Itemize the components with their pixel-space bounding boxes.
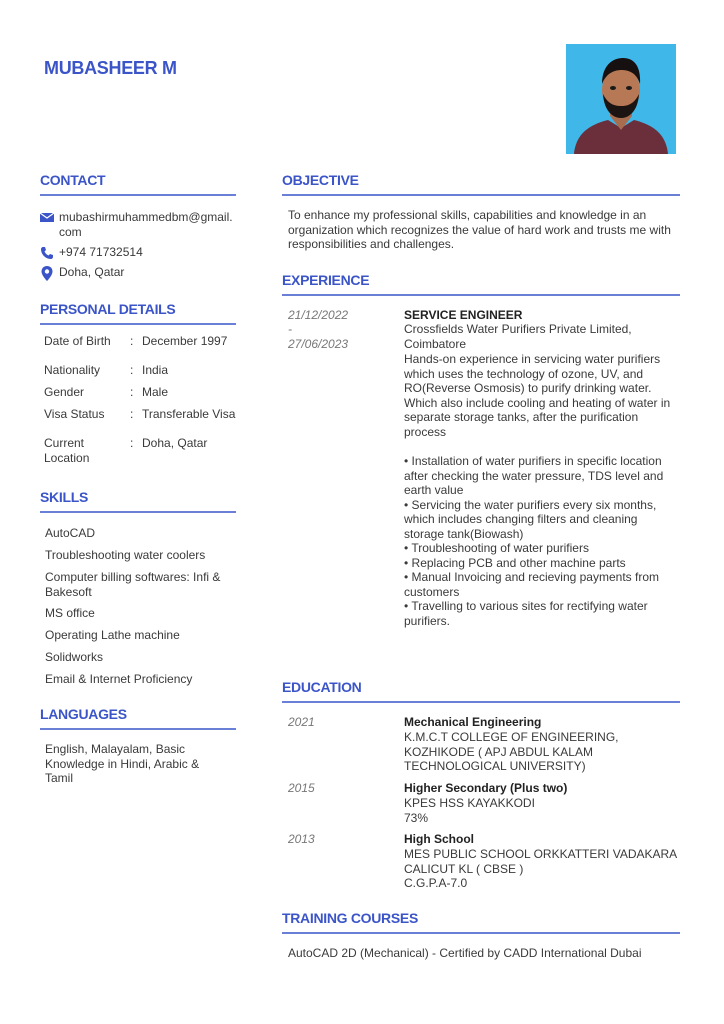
experience-heading: EXPERIENCE [282, 272, 370, 288]
education-year: 2013 [288, 832, 315, 846]
experience-date-separator: - [288, 322, 292, 336]
gender-colon: : [130, 385, 134, 399]
location-text: Doha, Qatar [59, 265, 125, 279]
phone-icon [40, 246, 54, 260]
visa-colon: : [130, 407, 134, 421]
education-degree: High School [404, 832, 474, 846]
experience-role: SERVICE ENGINEER [404, 308, 523, 322]
contact-phone [40, 245, 143, 260]
languages-heading: LANGUAGES [40, 706, 127, 722]
current-location-value: Doha, Qatar [142, 436, 208, 450]
experience-bullets: • Installation of water purifiers in specific location after checking the water pressure, TDS level and earth value • Servicing the water purifiers every six months, which includes changing filters and cleaning storage tank(Biowash) • Troubleshooting of water purifiers • Replacing PCB and other machine parts • Manual Invoicing and recieving payments from customers • Travelling to various sites for rectifying water purifiers. [404, 454, 664, 628]
profile-photo [566, 44, 676, 154]
experience-divider [282, 294, 680, 296]
education-details: MES PUBLIC SCHOOL ORKKATTERI VADAKARA CALICUT KL ( CBSE ) C.G.P.A-7.0 [404, 847, 677, 890]
skill-item: AutoCAD [45, 526, 96, 540]
current-location-label: Current Location [44, 436, 90, 465]
experience-summary: Hands-on experience in servicing water purifiers which uses the technology of ozone, UV, and RO(Reverse Osmosis) to purify drinking water. Which also include cooling and heating of water in separate storage tanks, after the purification process [404, 352, 671, 439]
training-text: AutoCAD 2D (Mechanical) - Certified by CADD International Dubai [288, 946, 642, 960]
skill-item: Solidworks [45, 650, 104, 664]
gender-value: Male [142, 385, 169, 399]
education-divider [282, 701, 680, 703]
contact-heading: CONTACT [40, 172, 106, 188]
nationality-value: India [142, 363, 169, 377]
dob-value: December 1997 [142, 334, 228, 348]
gender-label: Gender [44, 385, 85, 399]
skills-heading: SKILLS [40, 489, 88, 505]
experience-date-to: 27/06/2023 [288, 337, 349, 351]
contact-email [40, 210, 236, 240]
experience-date-from: 21/12/2022 [288, 308, 349, 322]
dob-colon: : [130, 334, 134, 348]
training-divider [282, 932, 680, 934]
contact-divider [40, 194, 236, 196]
contact-location [40, 265, 124, 281]
skill-item: Email & Internet Proficiency [45, 672, 193, 686]
skill-item: Computer billing softwares: Infi & Bakesoft [45, 570, 221, 599]
visa-value: Transferable Visa [142, 407, 236, 421]
dob-label: Date of Birth [44, 334, 111, 348]
training-heading: TRAINING COURSES [282, 910, 418, 926]
objective-heading: OBJECTIVE [282, 172, 359, 188]
mail-icon [40, 211, 54, 223]
personal-details-divider [40, 323, 236, 325]
education-heading: EDUCATION [282, 679, 362, 695]
education-year: 2021 [288, 715, 315, 729]
education-details: KPES HSS KAYAKKODI 73% [404, 796, 535, 825]
personal-details-heading: PERSONAL DETAILS [40, 301, 176, 317]
skill-item: MS office [45, 606, 95, 620]
nationality-colon: : [130, 363, 134, 377]
phone-text[interactable]: +974 71732514 [59, 245, 143, 259]
objective-text: To enhance my professional skills, capabilities and knowledge in an organization which recognizes the value of hard work and trusts me with responsibilities and challenges. [288, 208, 671, 251]
nationality-label: Nationality [44, 363, 101, 377]
objective-divider [282, 194, 680, 196]
skill-item: Operating Lathe machine [45, 628, 180, 642]
education-details: K.M.C.T COLLEGE OF ENGINEERING, KOZHIKODE ( APJ ABDUL KALAM TECHNOLOGICAL UNIVERSITY) [404, 730, 619, 773]
languages-text: English, Malayalam, Basic Knowledge in Hindi, Arabic & Tamil [45, 742, 200, 785]
skill-item: Troubleshooting water coolers [45, 548, 206, 562]
location-pin-icon [40, 266, 54, 281]
visa-label: Visa Status [44, 407, 105, 421]
candidate-name: MUBASHEER M [44, 58, 177, 78]
education-year: 2015 [288, 781, 315, 795]
experience-company: Crossfields Water Purifiers Private Limited, Coimbatore [404, 322, 632, 351]
skills-divider [40, 511, 236, 513]
education-degree: Higher Secondary (Plus two) [404, 781, 568, 795]
education-degree: Mechanical Engineering [404, 715, 542, 729]
email-text[interactable]: mubashirmuhammedbm@gmail.com [59, 210, 233, 239]
current-location-colon: : [130, 436, 134, 450]
languages-divider [40, 728, 236, 730]
